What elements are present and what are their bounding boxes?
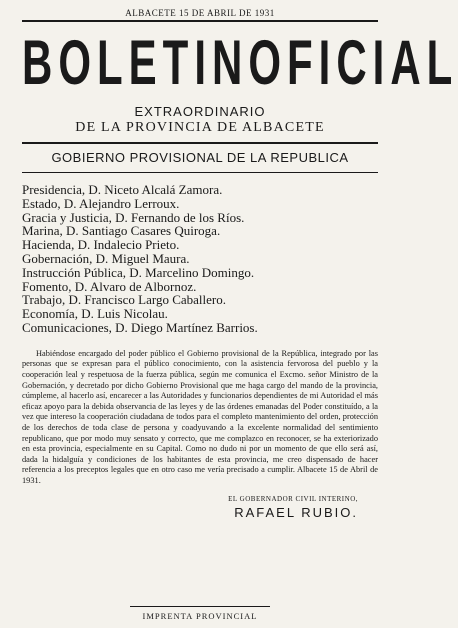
- section-rule-bottom: [22, 172, 378, 173]
- cabinet-member: Gracia y Justicia, D. Fernando de los Ríos.: [22, 209, 245, 225]
- edition-label: EXTRAORDINARIO: [134, 104, 266, 119]
- printer-imprint: IMPRENTA PROVINCIAL: [142, 611, 258, 621]
- masthead-word-boletin: BOLETIN: [22, 27, 249, 98]
- cabinet-member: Comunicaciones, D. Diego Martínez Barrios.: [22, 319, 258, 335]
- cabinet-member: Instrucción Pública, D. Marcelino Domingo.: [22, 264, 255, 280]
- footer: [22, 606, 378, 621]
- cabinet-member: Estado, D. Alejandro Lerroux.: [22, 195, 180, 211]
- cabinet-member: Fomento, D. Alvaro de Albornoz.: [22, 278, 197, 294]
- proclamation-text: Habiéndose encargado del poder público el Gobierno provisional de la República, integrado por las personas que se expresan para el público conocimiento, con la asistencia fervorosa del pueblo y la cooperación leal y respetuosa de la fuerza pública, según me comunica el Excmo. señor Ministro de la Gobernación, y decretado por dicho Gobierno Provisional que me haga cargo del mando de la provincia, cúmpleme, al hacerlo así, encarecer a las Autoridades y funcionarios dependientes de mi Autoridad el más eficaz apoyo para la debida observancia de las leyes y de las órdenes emanadas del Poder constituído, a la vez que intereso la cooperación ciudadana de todos para el completo mantenimiento del orden, protección de los derechos de toda clase de persona y coadyuvando a la excelente normalidad del sentimiento republicano, que por modo muy sensato y correcto, que me complazco en reconocer, se ha exteriorizado en esta provincia, especialmente en su Capital. Como no dudo ni por un momento de que ello será así, dada la hidalguía y condiciones de los habitantes de esta provincia, me creo dispensado de hacer referencia a los preceptos legales que en otro caso me vería precisado a cumplir. Albacete 15 de Abril de 1931.: [22, 348, 378, 485]
- top-rule: [22, 20, 378, 22]
- dateline: ALBACETE 15 DE ABRIL DE 1931: [125, 8, 275, 18]
- government-heading: GOBIERNO PROVISIONAL DE LA REPUBLICA: [51, 150, 349, 165]
- masthead: [22, 26, 458, 100]
- signature-title: EL GOBERNADOR CIVIL INTERINO,: [228, 494, 358, 503]
- cabinet-member: Trabajo, D. Francisco Largo Caballero.: [22, 292, 226, 308]
- masthead-word-oficial: OFICIAL: [248, 27, 458, 98]
- cabinet-member: Gobernación, D. Miguel Maura.: [22, 250, 190, 266]
- province-label: DE LA PROVINCIA DE ALBACETE: [75, 120, 325, 135]
- cabinet-member: Presidencia, D. Niceto Alcalá Zamora.: [22, 182, 223, 197]
- signature-name: RAFAEL RUBIO.: [234, 504, 358, 520]
- cabinet-member: Economía, D. Luis Nicolau.: [22, 306, 168, 322]
- cabinet-member: Hacienda, D. Indalecio Prieto.: [22, 237, 180, 253]
- cabinet-list: [22, 183, 378, 335]
- cabinet-member: Marina, D. Santiago Casares Quiroga.: [22, 223, 221, 239]
- footer-rule: [130, 606, 270, 607]
